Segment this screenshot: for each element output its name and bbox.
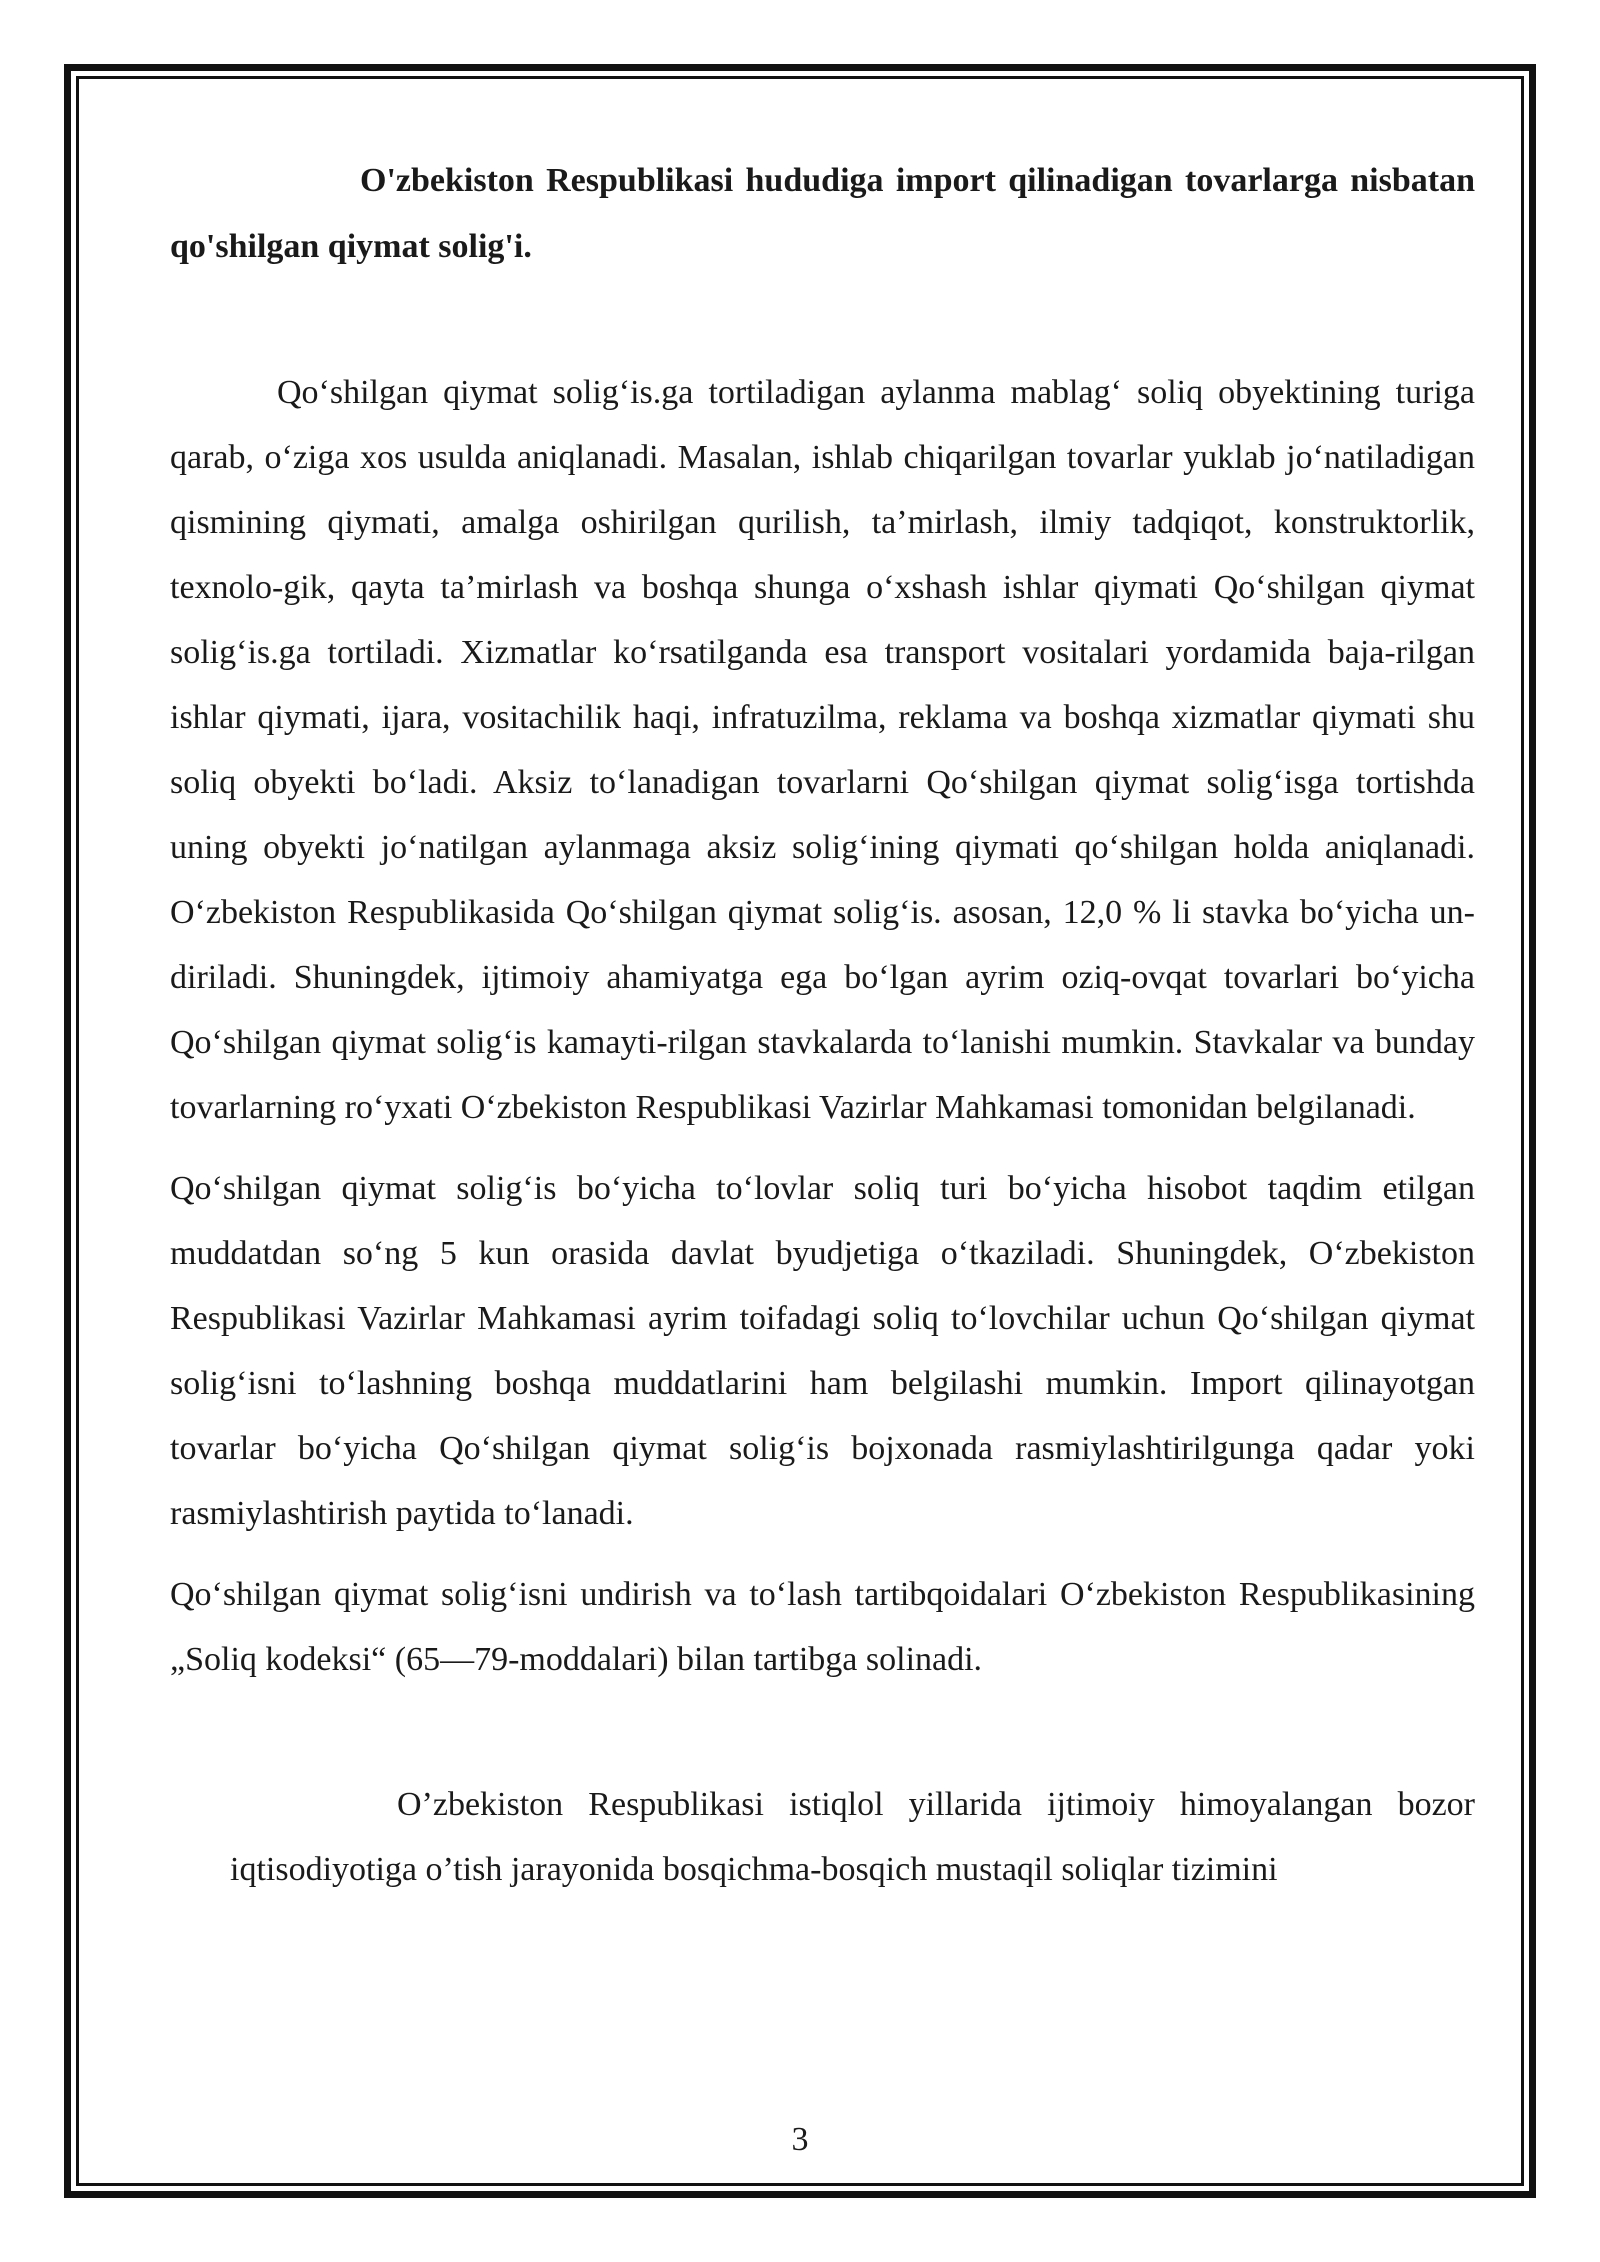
page-number: 3	[791, 2121, 809, 2158]
paragraph-vat-payments: Qo‘shilgan qiymat solig‘is bo‘yicha to‘lovlar soliq turi bo‘yicha hisobot taqdim etilgan muddatdan so‘ng 5 kun orasida davlat byudjetiga o‘tkaziladi. Shuningdek, O‘zbekiston Respublikasi Vazirlar Mahkamasi ayrim toifadagi soliq to‘lovchilar uchun Qo‘shilgan qiymat solig‘isni to‘lashning boshqa muddatlarini ham belgilashi mumkin. Import qilinayotgan tovarlar bo‘yicha Qo‘shilgan qiymat solig‘is bojxonada rasmiylashtirilgunga qadar yoki rasmiylashtirish paytida to‘lanadi.	[170, 1170, 1475, 1532]
document-body	[170, 148, 1475, 1902]
paragraph-tax-code: Qo‘shilgan qiymat solig‘isni undirish va to‘lash tartibqoidalari O‘zbekiston Respublikasining „Soliq kodeksi“ (65—79-moddalari) bilan tartibga solinadi.	[170, 1576, 1475, 1678]
document-title: O'zbekiston Respublikasi hududiga import qilinadigan tovarlarga nisbatan qo'shilgan qiymat solig'i.	[170, 162, 1475, 265]
paragraph-vat-object: Qo‘shilgan qiymat solig‘is.ga tortiladigan aylanma mablag‘ soliq obyektining turiga qarab, o‘ziga xos usulda aniqlanadi. Masalan, ishlab chiqarilgan tovarlar yuklab jo‘natiladigan qismining qiymati, amalga oshirilgan qurilish, ta’mirlash, ilmiy tadqiqot, konstruktorlik, texnolo-gik, qayta ta’mirlash va boshqa shunga o‘xshash ishlar qiymati Qo‘shilgan qiymat solig‘is.ga tortiladi. Xizmatlar ko‘rsatilganda esa transport vositalari yordamida baja-rilgan ishlar qiymati, ijara, vositachilik haqi, infratuzilma, reklama va boshqa xizmatlar qiymati shu soliq obyekti bo‘ladi. Aksiz to‘lanadigan tovarlarni Qo‘shilgan qiymat solig‘isga tortishda uning obyekti jo‘natilgan aylanmaga aksiz solig‘ining qiymati qo‘shilgan holda aniqlanadi. O‘zbekiston Respublikasida Qo‘shilgan qiymat solig‘is. asosan, 12,0 % li stavka bo‘yicha un-diriladi. Shuningdek, ijtimoiy ahamiyatga ega bo‘lgan ayrim oziq-ovqat tovarlari bo‘yicha Qo‘shilgan qiymat solig‘is kamayti-rilgan stavkalarda to‘lanishi mumkin. Stavkalar va bunday tovarlarning ro‘yxati O‘zbekiston Respublikasi Vazirlar Mahkamasi tomonidan belgilanadi.	[170, 374, 1475, 1126]
paragraph-independence: O’zbekiston Respublikasi istiqlol yillarida ijtimoiy himoyalangan bozor iqtisodiyotiga o’tish jarayonida bosqichma-bosqich mustaqil soliqlar tizimini	[230, 1786, 1475, 1888]
